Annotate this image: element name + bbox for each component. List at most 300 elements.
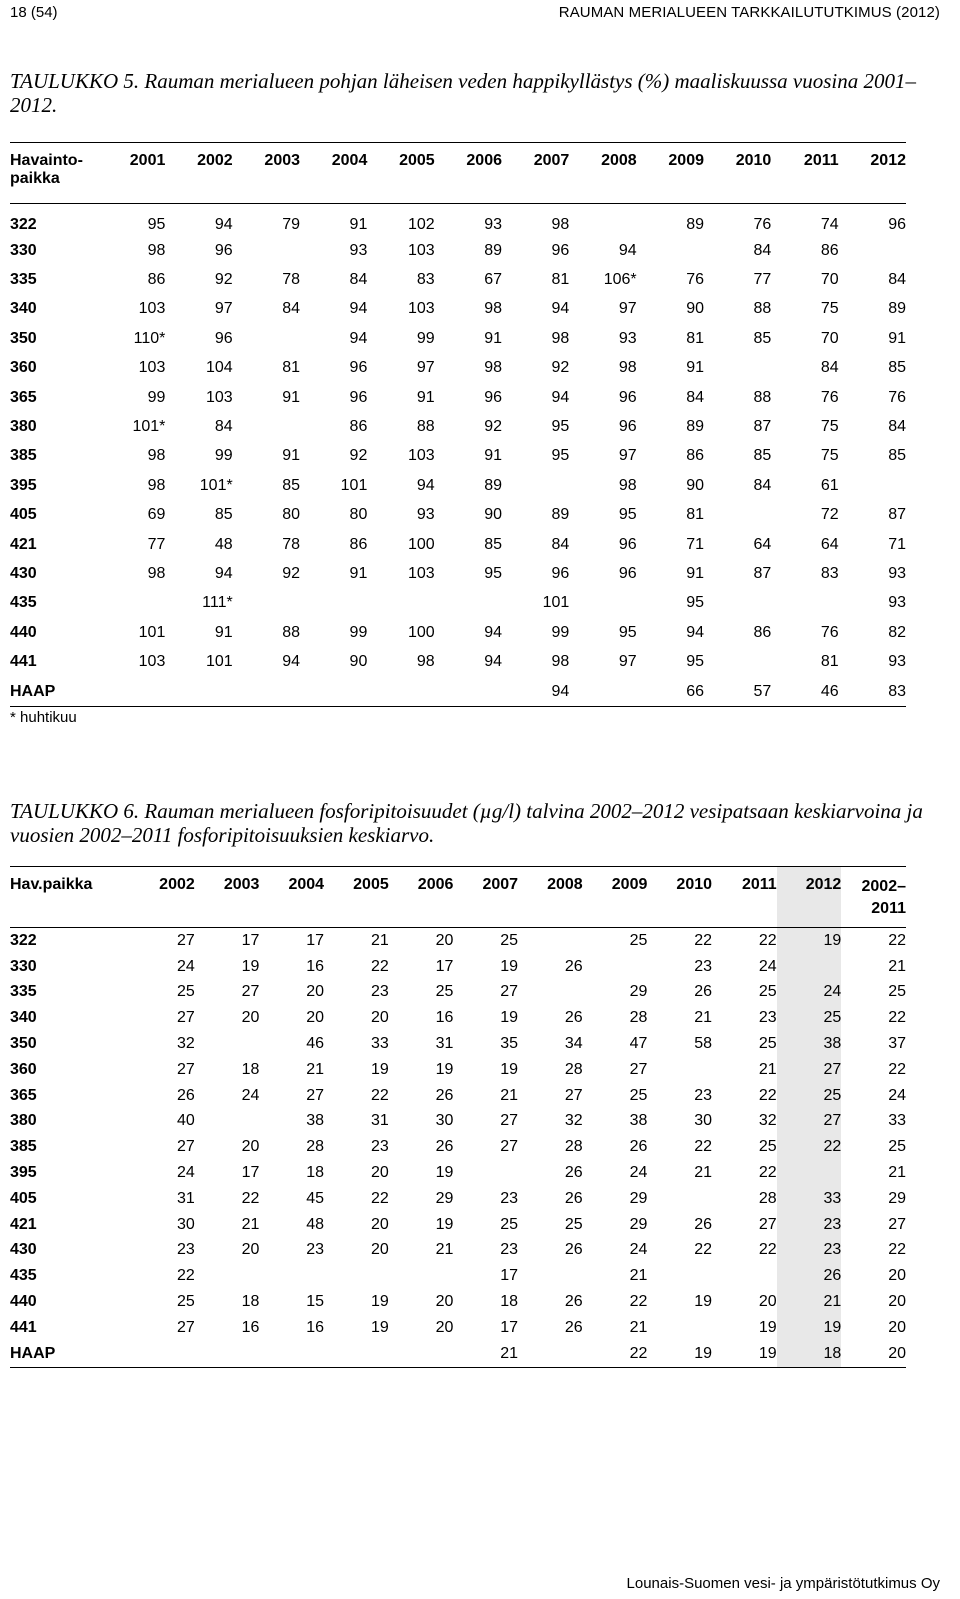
table-cell: 22 [694, 1241, 713, 1259]
report-title: RAUMAN MERIALUEEN TARKKAILUTUTKIMUS (2012) [558, 4, 940, 21]
table-cell: 20 [370, 1215, 389, 1233]
table-cell: 103 [138, 653, 166, 671]
table-cell: 98 [147, 241, 166, 259]
phosphorus-table [10, 866, 906, 1368]
table-cell: 15 [306, 1293, 325, 1311]
table-cell: 27 [758, 1215, 777, 1233]
table-cell [777, 954, 842, 980]
table-cell: 30 [694, 1112, 713, 1130]
table-cell: 81 [820, 653, 839, 671]
table-cell: 45 [306, 1189, 325, 1207]
table6-year-header: 2003 [223, 876, 260, 893]
table-cell: 85 [214, 506, 233, 524]
table6-year-header: 2012 [777, 867, 842, 928]
table-cell: 84 [349, 271, 368, 289]
table-cell [771, 589, 838, 618]
table-cell: 28 [306, 1138, 325, 1156]
table-row [10, 383, 906, 412]
table-cell: 93 [888, 653, 906, 671]
table-cell [195, 1263, 260, 1289]
table-cell: 20 [435, 1318, 454, 1336]
table-cell: 25 [888, 1138, 906, 1156]
table-cell [367, 677, 434, 707]
table-cell: 22 [888, 1060, 906, 1078]
table5-year-header: 2011 [803, 152, 839, 169]
table6-year-header: 2005 [353, 876, 389, 893]
table-cell: 31 [176, 1189, 195, 1207]
table-cell [637, 236, 704, 265]
table-cell: 89 [484, 476, 502, 494]
table-cell: 95 [551, 447, 570, 465]
table-cell: 19 [435, 1060, 454, 1078]
table-cell: 21 [694, 1164, 713, 1182]
table-cell: 22 [370, 957, 389, 975]
table-cell: 76 [686, 271, 704, 289]
table-cell: 26 [564, 1164, 583, 1182]
table-cell: 28 [564, 1138, 583, 1156]
table-cell: 17 [500, 1318, 519, 1336]
table-cell: 101 [340, 476, 368, 494]
table5-year-header: 2004 [331, 152, 368, 169]
table-cell: 22 [758, 1086, 777, 1104]
table-cell: 30 [176, 1215, 195, 1233]
table-cell: 95 [147, 215, 166, 233]
table-cell: 22 [888, 1009, 906, 1027]
table-cell: 26 [694, 1215, 713, 1233]
table-row [10, 354, 906, 383]
table-cell: 96 [551, 564, 570, 582]
table-cell: 84 [888, 271, 906, 289]
table-cell: 19 [777, 1315, 842, 1341]
table-row [10, 618, 906, 647]
table-cell: 34 [564, 1035, 583, 1053]
site-label: 395 [10, 1164, 37, 1182]
table-cell [518, 1341, 583, 1367]
table-cell: 85 [753, 447, 772, 465]
site-label: 350 [10, 329, 37, 347]
table-cell [324, 1341, 389, 1367]
table-cell: 18 [241, 1060, 260, 1078]
table-cell: 48 [214, 535, 233, 553]
table-row [10, 324, 906, 353]
table-cell: 97 [214, 300, 233, 318]
average-label-2: 2011 [871, 900, 906, 917]
table-cell: 96 [618, 388, 637, 406]
table-cell: 25 [564, 1215, 583, 1233]
table-cell [389, 1263, 454, 1289]
table-cell: 19 [500, 1060, 519, 1078]
table-cell: 95 [484, 564, 502, 582]
site-label: 430 [10, 1241, 37, 1259]
table-cell: 21 [306, 1060, 325, 1078]
table-cell [453, 1160, 518, 1186]
table-cell: 46 [306, 1035, 325, 1053]
table-row [10, 1186, 906, 1212]
table-cell: 19 [500, 1009, 519, 1027]
table-cell: 92 [484, 418, 502, 436]
table-cell [518, 980, 583, 1006]
site-label: 421 [10, 1215, 37, 1233]
table-cell: 20 [370, 1009, 389, 1027]
table6-year-header: 2009 [611, 876, 648, 893]
table-cell: 20 [241, 1009, 260, 1027]
table-cell: 92 [349, 447, 368, 465]
table-cell: 101 [205, 653, 233, 671]
table-cell: 19 [694, 1344, 713, 1362]
table-cell: 91 [282, 447, 301, 465]
table-cell: 96 [618, 535, 637, 553]
table-cell: 24 [176, 1164, 195, 1182]
table-cell: 81 [686, 329, 704, 347]
average-label-1: 2002– [861, 878, 906, 895]
table-cell: 25 [758, 1035, 777, 1053]
site-label: HAAP [10, 682, 56, 700]
oxygen-saturation-table [10, 142, 906, 707]
table-cell: 84 [686, 388, 704, 406]
table-cell: 99 [551, 623, 570, 641]
table-cell: 86 [349, 418, 368, 436]
table-row [10, 295, 906, 324]
table-cell: 21 [370, 931, 389, 949]
table-cell: 80 [282, 506, 301, 524]
table-cell [583, 954, 648, 980]
table-cell: 26 [176, 1086, 195, 1104]
table-cell: 98 [484, 359, 502, 377]
table-cell: 75 [820, 418, 839, 436]
table-cell [233, 324, 300, 353]
table-cell: 76 [820, 623, 839, 641]
table-row [10, 471, 906, 500]
table-cell: 35 [500, 1035, 519, 1053]
table-cell: 93 [416, 506, 435, 524]
table-cell: 27 [176, 1138, 195, 1156]
table5-footnote: * huhtikuu [10, 709, 77, 726]
table5-year-header: 2006 [466, 152, 502, 169]
table-cell: 85 [753, 329, 772, 347]
table-cell [195, 1341, 260, 1367]
table-cell: 20 [370, 1241, 389, 1259]
site-label: 440 [10, 623, 37, 641]
table-row [10, 589, 906, 618]
table-cell: 48 [306, 1215, 325, 1233]
table-row [10, 954, 906, 980]
table-cell [704, 589, 771, 618]
page-header [10, 4, 940, 28]
table-cell: 89 [484, 241, 502, 259]
table-cell: 23 [777, 1238, 842, 1264]
table-cell: 29 [629, 1189, 648, 1207]
table-row [10, 1212, 906, 1238]
table-cell: 71 [686, 535, 704, 553]
site-label: 330 [10, 241, 37, 259]
table-cell: 88 [753, 300, 772, 318]
table-cell: 96 [484, 388, 502, 406]
table-cell: 25 [777, 1083, 842, 1109]
table-row [10, 1341, 906, 1367]
table5-header-row [10, 143, 906, 204]
table-cell: 76 [888, 388, 906, 406]
table6-year-header: 2011 [741, 876, 777, 893]
table-cell: 27 [176, 1009, 195, 1027]
table-cell: 22 [758, 1241, 777, 1259]
table-cell: 28 [629, 1009, 648, 1027]
site-label: 440 [10, 1293, 37, 1311]
table-cell: 64 [753, 535, 772, 553]
table-cell: 77 [147, 535, 166, 553]
table-cell [704, 354, 771, 383]
table-cell: 103 [407, 447, 435, 465]
table-cell: 20 [306, 983, 325, 1001]
table-cell: 20 [888, 1267, 906, 1285]
table-cell: 96 [618, 418, 637, 436]
table-cell: 91 [282, 388, 301, 406]
table-row [10, 677, 906, 707]
table-row [10, 1031, 906, 1057]
table-cell: 21 [629, 1267, 648, 1285]
table-cell: 101* [132, 418, 166, 436]
table-cell: 21 [629, 1318, 648, 1336]
table5-year-header: 2007 [533, 152, 570, 169]
table5-year-header: 2009 [668, 152, 704, 169]
table-cell [259, 1341, 324, 1367]
table-cell: 23 [370, 1138, 389, 1156]
table-cell [777, 1160, 842, 1186]
table-cell: 98 [147, 476, 166, 494]
table6-year-header: 2008 [547, 876, 583, 893]
table-cell: 100 [407, 623, 435, 641]
table-cell: 74 [820, 215, 839, 233]
table-cell: 24 [629, 1241, 648, 1259]
table-cell: 89 [888, 300, 906, 318]
table-cell: 20 [758, 1293, 777, 1311]
table-row [10, 1263, 906, 1289]
table-cell: 21 [435, 1241, 454, 1259]
table-cell [233, 412, 300, 441]
table-cell: 26 [564, 1293, 583, 1311]
table-cell: 103 [407, 241, 435, 259]
table-cell: 27 [176, 931, 195, 949]
table-cell: 26 [435, 1138, 454, 1156]
table-cell: 96 [214, 329, 233, 347]
table-cell: 22 [694, 931, 713, 949]
table-cell: 99 [416, 329, 435, 347]
table-cell [435, 677, 502, 707]
table6-body [10, 928, 906, 1368]
table-cell: 19 [370, 1318, 389, 1336]
table-cell: 84 [888, 418, 906, 436]
table5-year-header: 2003 [264, 152, 301, 169]
table-cell: 86 [147, 271, 166, 289]
table-cell: 75 [820, 300, 839, 318]
table-cell: 27 [306, 1086, 325, 1104]
table-cell: 26 [564, 1241, 583, 1259]
table-cell: 19 [370, 1060, 389, 1078]
table-cell: 57 [753, 682, 772, 700]
table-cell: 29 [629, 983, 648, 1001]
table-cell: 85 [888, 447, 906, 465]
table-cell: 25 [758, 1138, 777, 1156]
table-cell: 75 [820, 447, 839, 465]
table-cell: 24 [629, 1164, 648, 1182]
table-row [10, 412, 906, 441]
table-cell: 85 [282, 476, 301, 494]
site-label: 405 [10, 1189, 37, 1207]
table-cell: 91 [888, 329, 906, 347]
table-cell: 96 [349, 388, 368, 406]
table-cell [324, 1263, 389, 1289]
table-cell: 79 [282, 215, 301, 233]
table-cell: 19 [694, 1293, 713, 1311]
table-cell [647, 1186, 712, 1212]
site-label: 330 [10, 957, 37, 975]
table-cell: 27 [888, 1215, 906, 1233]
table-cell: 103 [205, 388, 233, 406]
table-cell: 19 [241, 957, 260, 975]
table-cell: 94 [551, 388, 570, 406]
site-label: 441 [10, 1318, 37, 1336]
table-cell: 25 [758, 983, 777, 1001]
table-cell: 86 [349, 535, 368, 553]
table-cell: 32 [176, 1035, 195, 1053]
table-cell: 71 [888, 535, 906, 553]
table-cell: 28 [564, 1060, 583, 1078]
table-cell: 66 [686, 682, 704, 700]
table-cell: 17 [500, 1267, 519, 1285]
table-cell: 96 [618, 564, 637, 582]
table-row [10, 204, 906, 237]
table-cell: 89 [686, 418, 704, 436]
table-cell: 18 [500, 1293, 519, 1311]
table-cell: 17 [241, 1164, 260, 1182]
table-cell: 24 [888, 1086, 906, 1104]
table-cell: 94 [618, 241, 637, 259]
table-cell: 76 [753, 215, 772, 233]
table-cell: 103 [138, 300, 166, 318]
site-label: HAAP [10, 1344, 56, 1362]
table-cell: 97 [618, 447, 637, 465]
table-cell: 96 [551, 241, 570, 259]
table-cell: 27 [176, 1060, 195, 1078]
table6-year-header: 2010 [676, 876, 713, 893]
table-cell: 93 [888, 564, 906, 582]
table-cell: 26 [564, 1189, 583, 1207]
table-cell: 86 [820, 241, 839, 259]
table-cell: 80 [349, 506, 368, 524]
table-cell: 91 [484, 329, 502, 347]
table-cell: 33 [777, 1186, 842, 1212]
table-cell: 99 [349, 623, 368, 641]
table-cell: 94 [214, 215, 233, 233]
table-cell: 78 [282, 535, 301, 553]
table-cell: 84 [753, 241, 772, 259]
table-cell: 103 [407, 564, 435, 582]
table-cell: 85 [888, 359, 906, 377]
table-cell: 100 [407, 535, 435, 553]
table-cell: 21 [777, 1289, 842, 1315]
table-cell: 19 [435, 1215, 454, 1233]
table-cell [130, 1341, 195, 1367]
table-cell: 26 [564, 1009, 583, 1027]
table-cell: 47 [629, 1035, 648, 1053]
table-cell: 95 [618, 623, 637, 641]
table-cell: 18 [241, 1293, 260, 1311]
table-cell: 94 [551, 682, 570, 700]
table-cell: 85 [484, 535, 502, 553]
table-cell: 27 [500, 1138, 519, 1156]
table-row [10, 1289, 906, 1315]
table-cell: 84 [753, 476, 772, 494]
site-label: 365 [10, 1086, 37, 1104]
table-row [10, 530, 906, 559]
table-cell: 38 [777, 1031, 842, 1057]
table-cell: 27 [777, 1057, 842, 1083]
table-cell: 94 [551, 300, 570, 318]
table-cell [300, 677, 367, 707]
table-cell [704, 647, 771, 676]
table6-average-header [841, 867, 906, 928]
table6-header-row [10, 867, 906, 928]
table-cell: 26 [564, 1318, 583, 1336]
table-cell: 92 [551, 359, 570, 377]
table-cell: 84 [214, 418, 233, 436]
site-label: 360 [10, 1060, 37, 1078]
table-cell: 23 [500, 1189, 519, 1207]
table-cell: 84 [282, 300, 301, 318]
table-cell: 91 [214, 623, 233, 641]
company-footer: Lounais-Suomen vesi- ja ympäristötutkimus Oy [626, 1575, 940, 1592]
table-row [10, 1238, 906, 1264]
table-cell: 94 [484, 623, 502, 641]
table-cell: 91 [416, 388, 435, 406]
table-row [10, 442, 906, 471]
table-cell: 104 [205, 359, 233, 377]
table-cell: 94 [686, 623, 704, 641]
table-cell: 20 [241, 1241, 260, 1259]
table-cell: 21 [888, 1164, 906, 1182]
site-label: 421 [10, 535, 37, 553]
table5-place-label-2: paikka [10, 170, 60, 187]
table-cell: 91 [686, 359, 704, 377]
table-cell [367, 589, 434, 618]
table-cell: 94 [416, 476, 435, 494]
table-cell: 86 [753, 623, 772, 641]
table-cell: 96 [888, 215, 906, 233]
table-cell: 19 [777, 928, 842, 954]
site-label: 385 [10, 447, 37, 465]
table-cell: 93 [349, 241, 368, 259]
table-cell: 23 [777, 1212, 842, 1238]
table-cell [704, 501, 771, 530]
site-label: 350 [10, 1035, 37, 1053]
table-cell: 91 [484, 447, 502, 465]
table-cell: 25 [629, 1086, 648, 1104]
table-cell: 20 [435, 931, 454, 949]
table-cell: 29 [435, 1189, 454, 1207]
table-cell: 26 [694, 983, 713, 1001]
table-cell: 77 [753, 271, 772, 289]
site-label: 441 [10, 653, 37, 671]
table-cell: 81 [686, 506, 704, 524]
site-label: 395 [10, 476, 37, 494]
table-cell: 27 [241, 983, 260, 1001]
table-cell: 27 [176, 1318, 195, 1336]
table-cell: 22 [888, 931, 906, 949]
table-cell: 58 [694, 1035, 713, 1053]
table5-caption: TAULUKKO 5. Rauman merialueen pohjan läheisen veden happikyllästys (%) maaliskuussa vuosina 2001–2012. [10, 69, 917, 117]
table-cell: 27 [500, 983, 519, 1001]
table-cell [165, 677, 232, 707]
table-cell: 91 [349, 215, 368, 233]
